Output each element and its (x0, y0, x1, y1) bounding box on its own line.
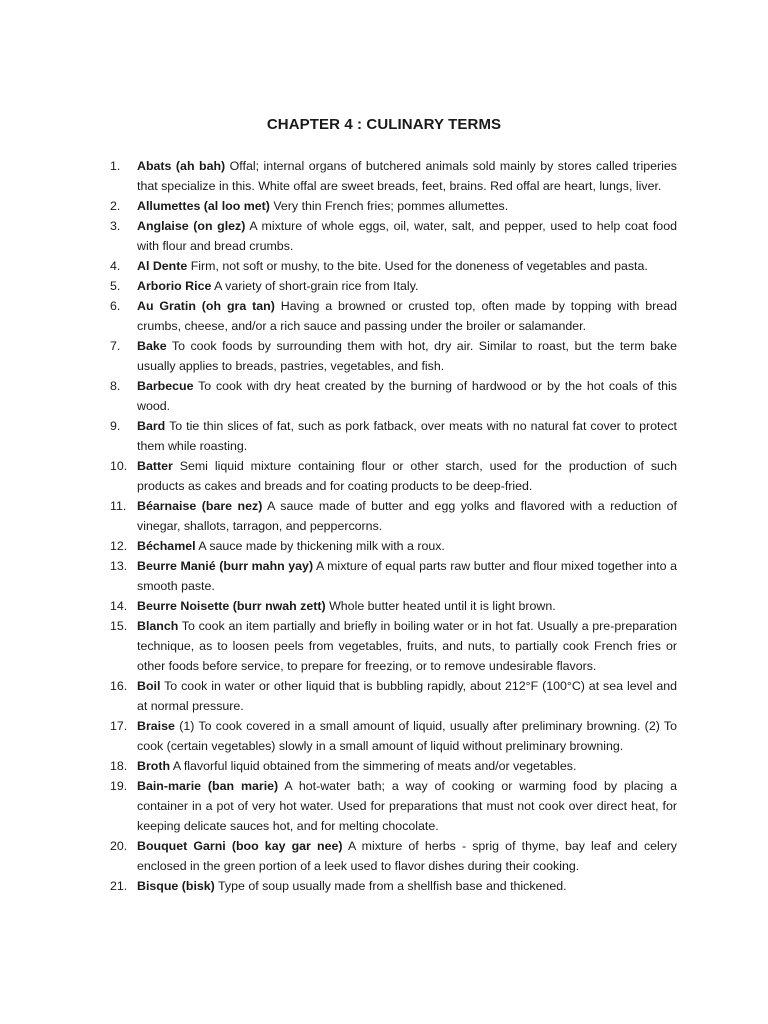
term-name: Bain-marie (ban marie) (137, 779, 279, 793)
term-name: Allumettes (al loo met) (137, 199, 270, 213)
term-name: Beurre Manié (burr mahn yay) (137, 559, 314, 573)
term-entry (110, 156, 677, 196)
term-name: Blanch (137, 619, 179, 633)
term-entry (110, 616, 677, 676)
term-name: Abats (ah bah) (137, 159, 226, 173)
term-definition: A variety of short-grain rice from Italy. (214, 279, 419, 293)
term-definition: To tie thin slices of fat, such as pork fatback, over meats with no natural fat cover to protect them while roasting. (137, 419, 678, 453)
term-definition: Whole butter heated until it is light brown. (329, 599, 556, 613)
term-entry (110, 296, 677, 336)
term-number: 16. (110, 679, 128, 693)
term-definition: To cook with dry heat created by the burning of hardwood or by the hot coals of this wood. (137, 379, 678, 413)
term-number: 21. (110, 879, 128, 893)
term-entry (110, 496, 677, 536)
term-number: 15. (110, 619, 128, 633)
term-name: Barbecue (137, 379, 194, 393)
term-number: 20. (110, 839, 128, 853)
term-entry (110, 216, 677, 256)
term-definition: Type of soup usually made from a shellfish base and thickened. (218, 879, 567, 893)
culinary-terms-list (110, 156, 677, 896)
term-definition: A flavorful liquid obtained from the simmering of meats and/or vegetables. (172, 759, 577, 773)
term-number: 4. (110, 259, 121, 273)
term-entry (110, 276, 677, 296)
term-number: 3. (110, 219, 121, 233)
term-definition: Semi liquid mixture containing flour or other starch, used for the production of such products as cakes and breads and for coating products to be deep-fried. (137, 459, 677, 493)
term-name: Bouquet Garni (boo kay gar nee) (137, 839, 343, 853)
term-entry (110, 716, 677, 756)
term-number: 9. (110, 419, 121, 433)
term-definition: (1) To cook covered in a small amount of liquid, usually after preliminary browning. (2) To cook (certain vegetables) slowly in a small amount of liquid without preliminary browning. (137, 719, 677, 753)
term-name: Béarnaise (bare nez) (137, 499, 263, 513)
term-number: 10. (110, 459, 128, 473)
term-definition: A mixture of equal parts raw butter and flour mixed together into a smooth paste. (137, 559, 677, 593)
term-entry (110, 596, 677, 616)
term-definition: A sauce made of butter and egg yolks and flavored with a reduction of vinegar, shallots, tarragon, and peppercorns. (137, 499, 677, 533)
term-entry (110, 256, 677, 276)
term-name: Batter (137, 459, 173, 473)
term-number: 12. (110, 539, 128, 553)
term-definition: Firm, not soft or mushy, to the bite. Used for the doneness of vegetables and pasta. (190, 259, 648, 273)
term-entry (110, 836, 677, 876)
term-name: Broth (137, 759, 171, 773)
term-definition: Offal; internal organs of butchered animals sold mainly by stores called triperies that specialize in this. White offal are sweet breads, feet, brains. Red offal are heart, lungs, liver. (137, 159, 677, 193)
term-entry (110, 196, 677, 216)
term-definition: A mixture of whole eggs, oil, water, salt, and pepper, used to help coat food with flour and bread crumbs. (137, 219, 677, 253)
term-name: Al Dente (137, 259, 188, 273)
term-entry (110, 556, 677, 596)
term-name: Bisque (bisk) (137, 879, 215, 893)
term-entry (110, 536, 677, 556)
term-number: 8. (110, 379, 121, 393)
term-definition: To cook an item partially and briefly in boiling water or in hot fat. Usually a pre-preparation technique, as to loosen peels from vegetables, fruits, and nuts, to partially cook French fries or other foods before service, to prepare for freezing, or to remove undesirable flavors. (137, 619, 678, 673)
term-number: 2. (110, 199, 121, 213)
term-entry (110, 456, 677, 496)
term-definition: To cook in water or other liquid that is bubbling rapidly, about 212°F (100°C) at sea level and at normal pressure. (137, 679, 678, 713)
term-number: 6. (110, 299, 121, 313)
term-name: Béchamel (137, 539, 196, 553)
term-name: Braise (137, 719, 175, 733)
term-number: 13. (110, 559, 128, 573)
term-name: Beurre Noisette (burr nwah zett) (137, 599, 326, 613)
term-name: Bard (137, 419, 166, 433)
term-entry (110, 336, 677, 376)
term-name: Boil (137, 679, 161, 693)
term-definition: Having a browned or crusted top, often made by topping with bread crumbs, cheese, and/or a rich sauce and passing under the broiler or salamander. (137, 299, 677, 333)
term-definition: To cook foods by surrounding them with hot, dry air. Similar to roast, but the term bake usually applies to breads, pastries, vegetables, and fish. (137, 339, 677, 373)
term-name: Anglaise (on glez) (137, 219, 246, 233)
term-name: Au Gratin (oh gra tan) (137, 299, 275, 313)
term-number: 17. (110, 719, 128, 733)
term-definition: A hot-water bath; a way of cooking or warming food by placing a container in a pot of very hot water. Used for preparations that must not cook over direct heat, for keeping delicate sauces hot, and for melting chocolate. (137, 779, 678, 833)
term-entry (110, 416, 677, 456)
term-number: 5. (110, 279, 121, 293)
term-definition: A sauce made by thickening milk with a roux. (198, 539, 445, 553)
term-entry (110, 756, 677, 776)
term-definition: A mixture of herbs - sprig of thyme, bay leaf and celery enclosed in the green portion of a leek used to flavor dishes during their cooking. (137, 839, 677, 873)
term-entry (110, 376, 677, 416)
term-number: 11. (110, 499, 127, 513)
term-name: Arborio Rice (137, 279, 212, 293)
term-number: 14. (110, 599, 128, 613)
term-entry (110, 876, 677, 896)
term-entry (110, 776, 677, 836)
page-title: CHAPTER 4 : CULINARY TERMS (266, 116, 502, 133)
term-number: 18. (110, 759, 128, 773)
term-number: 1. (110, 159, 121, 173)
term-name: Bake (137, 339, 167, 353)
term-entry (110, 676, 677, 716)
term-number: 7. (110, 339, 121, 353)
term-number: 19. (110, 779, 128, 793)
term-definition: Very thin French fries; pommes allumettes. (273, 199, 509, 213)
